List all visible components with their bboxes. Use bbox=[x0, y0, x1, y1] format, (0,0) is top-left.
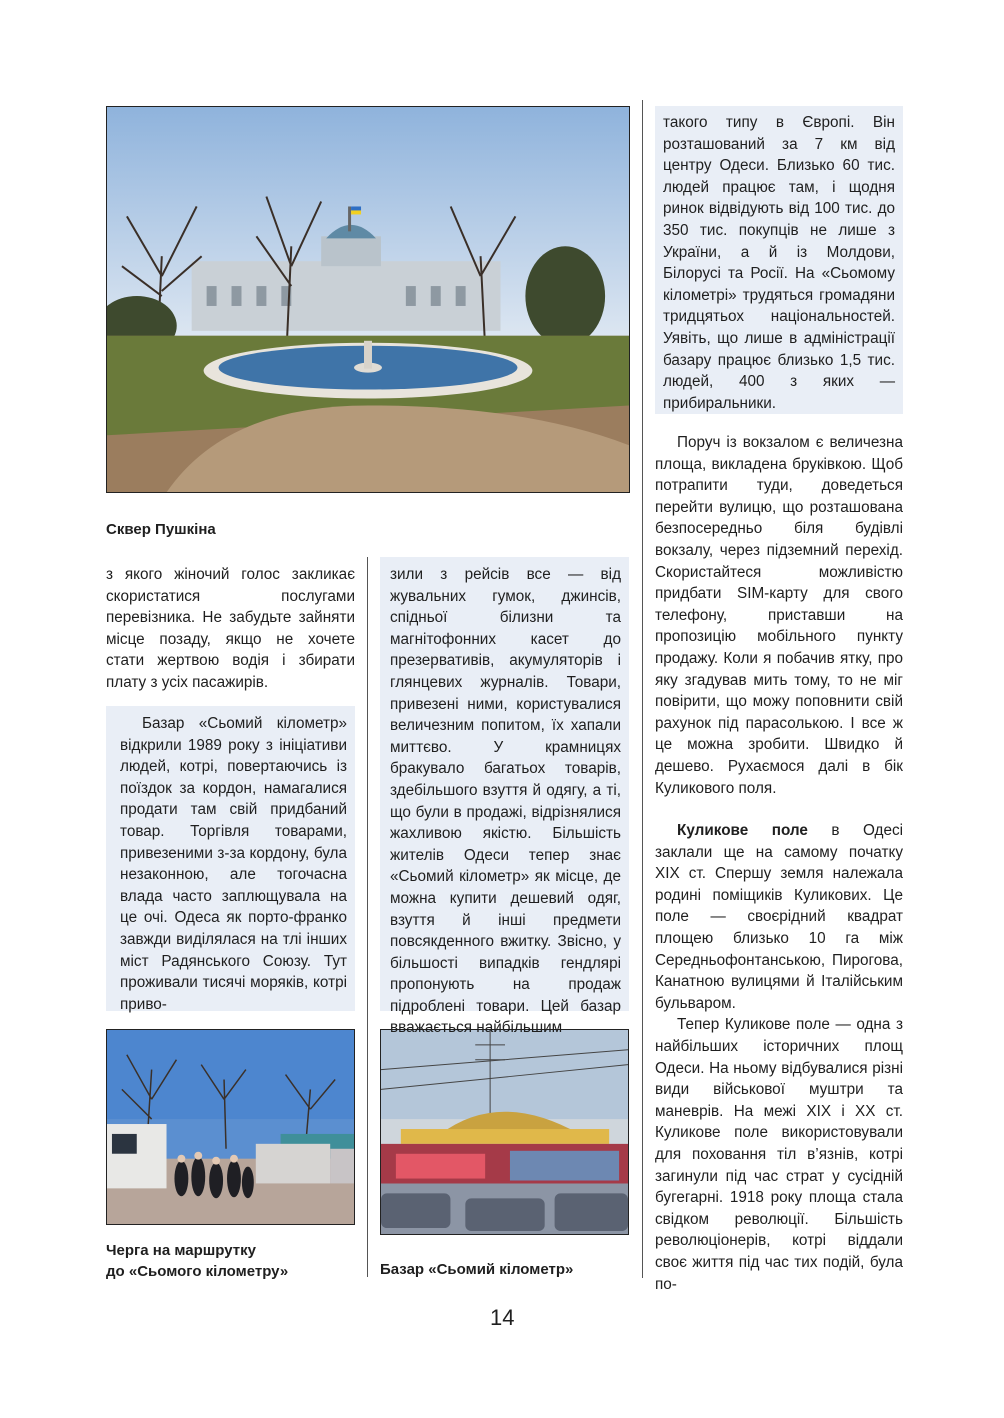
page-number: 14 bbox=[490, 1305, 515, 1330]
col1-paragraph: з якого жіночий голос закликає скористатися послугами перевізника. Не забудьте зайняти місце позаду, якщо не хочете стати жертвою водія і збирати плату з усіх пасажирів. bbox=[106, 566, 355, 691]
col3-text bbox=[655, 432, 903, 1295]
column-rule-right bbox=[642, 100, 643, 1278]
caption-line-2: до «Сьомого кілометру» bbox=[106, 1263, 289, 1280]
col2-info-box: зили з рейсів все — від жувальних гумок, джинсів, спідньої білизни та магнітофонних касет до презервативів, акумуляторів і глянцевих журналів. Товари, привезені ними, користувалися величезним попитом, їх хапали миттєво. У крамницях бракувало багатьох товарів, здебільшого взуття й одягу, а ті, що були в продажі, відрізнялися жахливою якістю. Більшість жителів Одеси тепер знає «Сьомий кілометр» як місце, де можна купити дешевий одяг, взуття й інші предмети повсякденного вжитку. Звісно, у більшості випадків гендлярі пропонують на продаж підроблені товари. Цей базар вважається найбільшим bbox=[380, 557, 629, 1011]
column-rule-middle bbox=[367, 557, 368, 1277]
col1-info-box: Базар «Сьомий кілометр» відкрили 1989 року з ініціативи людей, котрі, повертаючись із поїздок за кордон, намагалися продати там свій придбаний товар. Торгівля товарами, привезеними з-за кордону, була незаконною, але тогочасна влада часто заплющувала на це очі. Одеса як порто-франко завжди виділялася на тлі інших міст Радянського Союзу. Тут проживали тисячі моряків, котрі приво- bbox=[106, 706, 355, 1011]
photo-pushkin-square bbox=[106, 106, 630, 493]
paragraph-kulykove-pole bbox=[655, 820, 903, 1014]
paragraph-station-square: Поруч із вокзалом є величезна площа, викладена бруківкою. Щоб потрапити туди, доведеться перейти вулицю, що розташована безпосередньо біля будівлі вокзалу, через підземний перехід. Скористайтеся можливістю придбати SIM-карту для свого телефону, приставши на пропозицію мобільного пункту продажу. Коли я побачив ятку, про яку згадував мить тому, то не міг повірити, що можу поповнити свій рахунок під парасолькою. І все ж це можна зробити. Швидко й дешево. Рухаємося далі в бік Куликового поля. bbox=[655, 434, 903, 797]
kulykove-pole-heading: Куликове поле bbox=[677, 822, 808, 840]
kulykove-pole-text: в Одесі заклали ще на самому початку XIX ст. Спершу земля належала родині поміщиків Куликових. Це поле — своєрідний квадрат площею близько 10 га між Середньофонтанською, Пирогова, Канатною вулицями й Італійським бульваром. bbox=[655, 822, 904, 1012]
photo-minibus-queue bbox=[106, 1029, 355, 1225]
caption-line-1: Черга на маршрутку bbox=[106, 1242, 256, 1259]
caption-bazaar: Базар «Сьомий кілометр» bbox=[380, 1261, 574, 1278]
caption-minibus-queue bbox=[106, 1240, 356, 1282]
paragraph-kulykove-history: Тепер Куликове поле — одна з найбільших історичних площ Одеси. На ньому відбувалися різні види військової муштри та маневрів. На межі XIX і XX ст. Куликове поле використовували для поховання тіл в’язнів, котрі загинули під час страт у сусідній бугегарні. 1918 року площа стала свідком революції. Більшість революціонерів, котрі віддали своє життя під час тих подій, була по- bbox=[655, 1016, 903, 1293]
photo-bazaar bbox=[380, 1029, 629, 1235]
col3-info-box: такого типу в Європі. Він розташований за 7 км від центру Одеси. Близько 60 тис. людей працює там, і щодня ринок відвідують від 100 тис. до 350 тис. покупців не лише з України, а й із Молдови, Білорусі та Росії. На «Сьомому кілометрі» трудяться громадяни тридцятьох національностей. Уявіть, що лише в адміністрації базару працює близько 1,5 тис. людей, 400 з яких — прибиральники. bbox=[655, 106, 903, 414]
caption-pushkin-square: Сквер Пушкіна bbox=[106, 521, 216, 538]
